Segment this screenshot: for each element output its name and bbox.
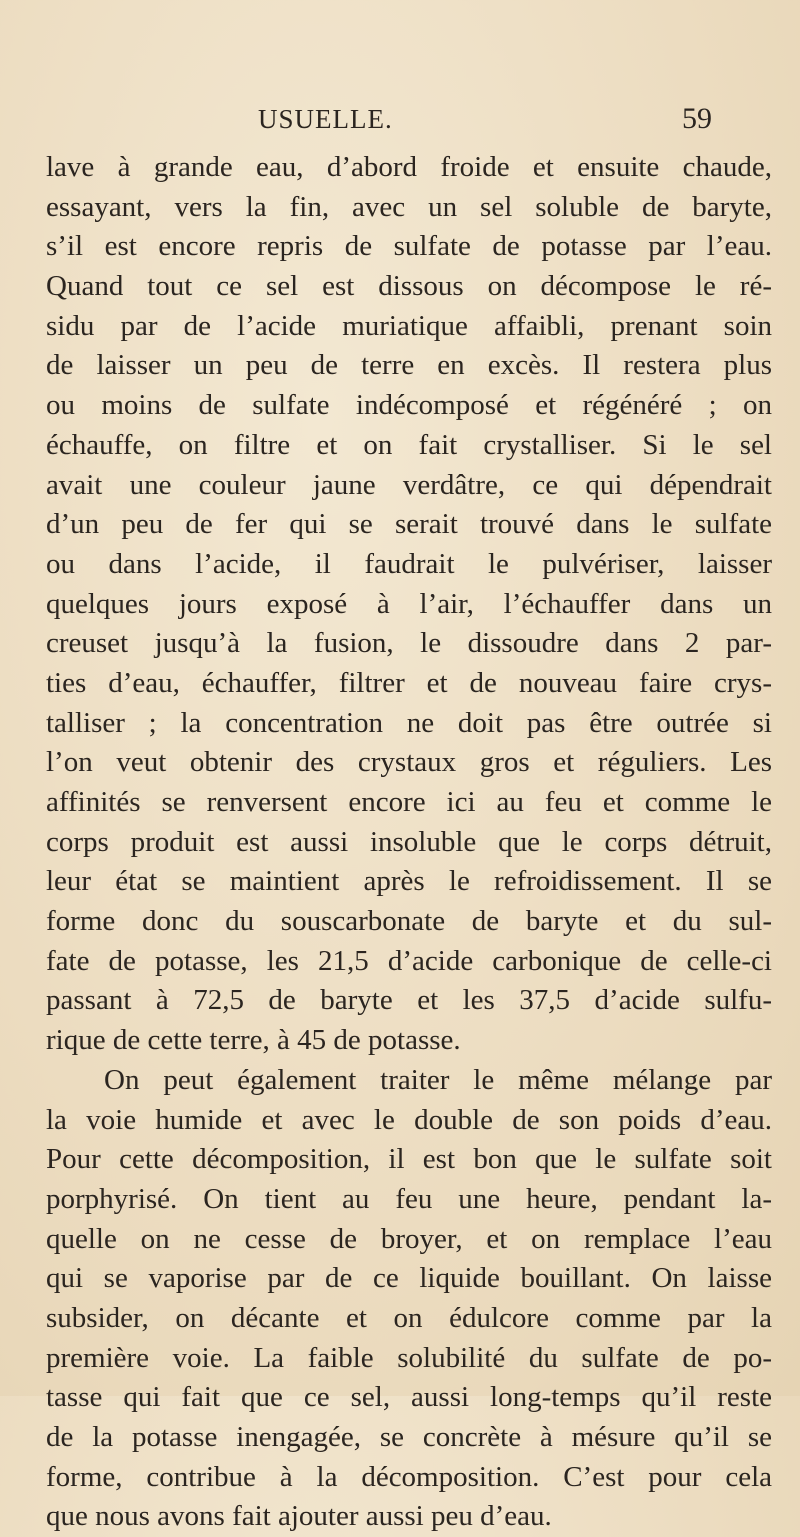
- text-line: forme, contribue à la décomposition. C’est pour cela: [46, 1460, 772, 1493]
- text-line: lave à grande eau, d’abord froide et ensuite chaude,: [46, 151, 772, 183]
- text-line: ou dans l’acide, il faudrait le pulvériser, laisser: [46, 547, 772, 580]
- text-line: s’il est encore repris de sulfate de potasse par l’eau.: [46, 230, 772, 263]
- running-title: USUELLE.: [258, 104, 393, 134]
- text-line: subsider, on décante et on édulcore comme par la: [46, 1301, 772, 1334]
- text-line: de laisser un peu de terre en excès. Il restera plus: [46, 349, 772, 382]
- text-line: l’on veut obtenir des crystaux gros et réguliers. Les: [46, 746, 772, 779]
- text-line: ties d’eau, échauffer, filtrer et de nouveau faire crys-: [46, 666, 772, 699]
- text-line: ou moins de sulfate indécomposé et régénéré ; on: [46, 389, 772, 422]
- page-number: 59: [682, 102, 712, 135]
- text-line: porphyrisé. On tient au feu une heure, pendant la-: [46, 1182, 772, 1215]
- text-line: corps produit est aussi insoluble que le corps détruit,: [46, 825, 772, 858]
- text-line: de la potasse inengagée, se concrète à mésure qu’il se: [46, 1421, 772, 1453]
- text-line: d’un peu de fer qui se serait trouvé dans le sulfate: [46, 508, 772, 541]
- text-line: qui se vaporise par de ce liquide bouillant. On laisse: [46, 1262, 772, 1295]
- text-line: quelle on ne cesse de broyer, et on remplace l’eau: [46, 1222, 772, 1255]
- text-line: la voie humide et avec le double de son poids d’eau.: [46, 1103, 772, 1136]
- text-line: avait une couleur jaune verdâtre, ce qui dépendrait: [46, 468, 772, 501]
- text-line: fate de potasse, les 21,5 d’acide carbonique de celle-ci: [46, 944, 772, 977]
- text-line: creuset jusqu’à la fusion, le dissoudre dans 2 par-: [46, 627, 772, 660]
- text-line: tasse qui fait que ce sel, aussi long-temps qu’il reste: [46, 1381, 772, 1414]
- text-line: que nous avons fait ajouter aussi peu d’eau.: [46, 1500, 552, 1533]
- text-line: quelques jours exposé à l’air, l’échauffer dans un: [46, 587, 772, 620]
- text-line: Quand tout ce sel est dissous on décompose le ré-: [46, 270, 772, 303]
- text-line: Pour cette décomposition, il est bon que le sulfate soit: [46, 1143, 772, 1176]
- text-line: passant à 72,5 de baryte et les 37,5 d’acide sulfu-: [46, 984, 772, 1017]
- text-line: rique de cette terre, à 45 de potasse.: [46, 1024, 461, 1057]
- text-line: talliser ; la concentration ne doit pas être outrée si: [46, 706, 772, 739]
- text-line: leur état se maintient après le refroidissement. Il se: [46, 865, 772, 898]
- text-line: première voie. La faible solubilité du sulfate de po-: [46, 1341, 772, 1374]
- text-line: échauffe, on filtre et on fait crystalliser. Si le sel: [46, 428, 772, 461]
- text-line: forme donc du souscarbonate de baryte et du sul-: [46, 905, 772, 938]
- text-line: sidu par de l’acide muriatique affaibli, prenant soin: [46, 309, 772, 342]
- body-text: [46, 148, 772, 1537]
- text-line: affinités se renversent encore ici au feu et comme le: [46, 786, 772, 818]
- text-line: On peut également traiter le même mélange par: [104, 1063, 772, 1096]
- text-line: essayant, vers la fin, avec un sel soluble de baryte,: [46, 190, 772, 223]
